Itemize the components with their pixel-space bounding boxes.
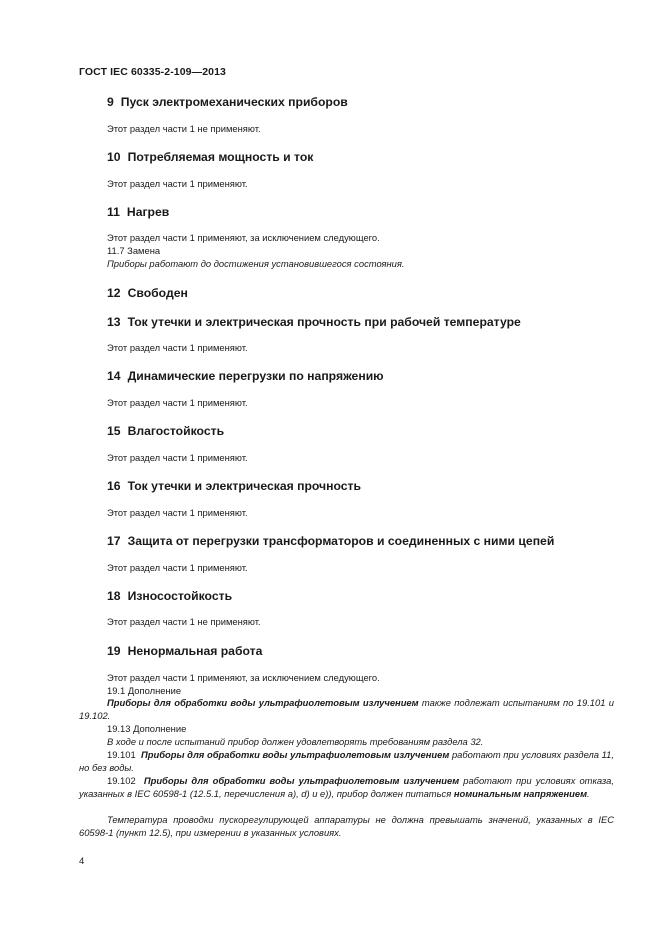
section-title: Ток утечки и электрическая прочность <box>127 479 362 493</box>
page-number: 4 <box>79 856 85 867</box>
section-18-heading <box>107 589 232 603</box>
section-number: 13 <box>107 315 121 329</box>
section-14-heading <box>107 369 384 383</box>
section-13-heading <box>107 315 521 329</box>
clause-19-13-label: 19.13 Дополнение <box>107 723 187 734</box>
section-19-text: Этот раздел части 1 применяют, за исключением следующего. <box>107 672 380 683</box>
section-number: 18 <box>107 589 121 603</box>
clause-11-7-label: 11.7 Замена <box>107 245 161 256</box>
section-number: 14 <box>107 369 121 383</box>
section-title: Ток утечки и электрическая прочность при рабочей температуре <box>127 315 521 329</box>
clause-19-13-text: В ходе и после испытаний прибор должен удовлетворять требованиям раздела 32. <box>107 736 484 747</box>
section-number: 15 <box>107 424 121 438</box>
clause-19-1-text <box>79 697 614 723</box>
document-header: ГОСТ IEC 60335-2-109—2013 <box>79 66 226 78</box>
section-14-text: Этот раздел части 1 применяют. <box>107 397 248 408</box>
section-number: 17 <box>107 534 121 548</box>
section-10-heading <box>107 150 313 164</box>
section-title: Пуск электромеханических приборов <box>120 95 348 109</box>
section-number: 10 <box>107 150 121 164</box>
clause-19-102-end: . <box>587 787 590 799</box>
section-9-heading <box>107 95 348 109</box>
clause-19-1-rest: также подлежат испытаниям по 19.101 и 19.102. <box>79 697 614 721</box>
clause-19-102-bold-2: номинальным напряжением <box>453 787 588 799</box>
clause-11-7-text: Приборы работают до достижения установившегося состояния. <box>107 258 405 269</box>
section-10-text: Этот раздел части 1 применяют. <box>107 178 248 189</box>
section-11-text: Этот раздел части 1 применяют, за исключением следующего. <box>107 232 380 243</box>
section-17-text: Этот раздел части 1 применяют. <box>107 562 248 573</box>
section-15-heading <box>107 424 224 438</box>
clause-19-102-bold-1: Приборы для обработки воды ультрафиолетовым излучением <box>143 775 460 786</box>
section-15-text: Этот раздел части 1 применяют. <box>107 452 248 463</box>
section-number: 19 <box>107 644 121 658</box>
section-number: 11 <box>107 205 120 219</box>
section-11-heading <box>107 205 169 219</box>
clause-19-101-rest: работают при условиях раздела 11, но без воды. <box>79 749 614 773</box>
section-9-text: Этот раздел части 1 не применяют. <box>107 123 261 134</box>
section-number: 16 <box>107 479 121 493</box>
section-title: Нагрев <box>126 205 170 219</box>
section-16-text: Этот раздел части 1 применяют. <box>107 507 248 518</box>
section-title: Потребляемая мощность и ток <box>127 150 314 164</box>
clause-19-101 <box>79 749 614 775</box>
section-title: Динамические перегрузки по напряжению <box>127 369 384 383</box>
temperature-paragraph: Температура проводки пускорегулирующей аппаратуры не должна превышать значений, указанных в IEC 60598-1 (пункт 12.5), при измерении в указанных условиях. <box>79 814 614 838</box>
clause-19-102-mid: работают при условиях отказа, указанных в IEC 60598-1 (12.5.1, перечисления a), d) и e)), прибор должен питаться <box>79 775 614 799</box>
clause-19-102-num: 19.102 <box>107 775 136 786</box>
section-number: 9 <box>107 95 114 109</box>
section-17-heading <box>107 534 554 548</box>
clause-19-101-num: 19.101 <box>107 749 136 760</box>
section-title: Защита от перегрузки трансформаторов и соединенных с ними цепей <box>127 534 555 548</box>
section-title: Свободен <box>127 286 188 300</box>
section-16-heading <box>107 479 361 493</box>
clause-19-102 <box>79 775 614 801</box>
section-13-text: Этот раздел части 1 применяют. <box>107 342 248 353</box>
section-title: Влагостойкость <box>127 424 225 438</box>
section-19-heading <box>107 644 262 658</box>
section-title: Износостойкость <box>127 589 233 603</box>
clause-19-1-label: 19.1 Дополнение <box>107 685 182 696</box>
clause-19-101-bold: Приборы для обработки воды ультрафиолетовым излучением <box>141 749 450 760</box>
section-18-text: Этот раздел части 1 не применяют. <box>107 616 261 627</box>
clause-19-1-bold: Приборы для обработки воды ультрафиолетовым излучением <box>107 697 419 708</box>
section-title: Ненормальная работа <box>127 644 263 658</box>
section-number: 12 <box>107 286 121 300</box>
section-12-heading <box>107 286 188 300</box>
